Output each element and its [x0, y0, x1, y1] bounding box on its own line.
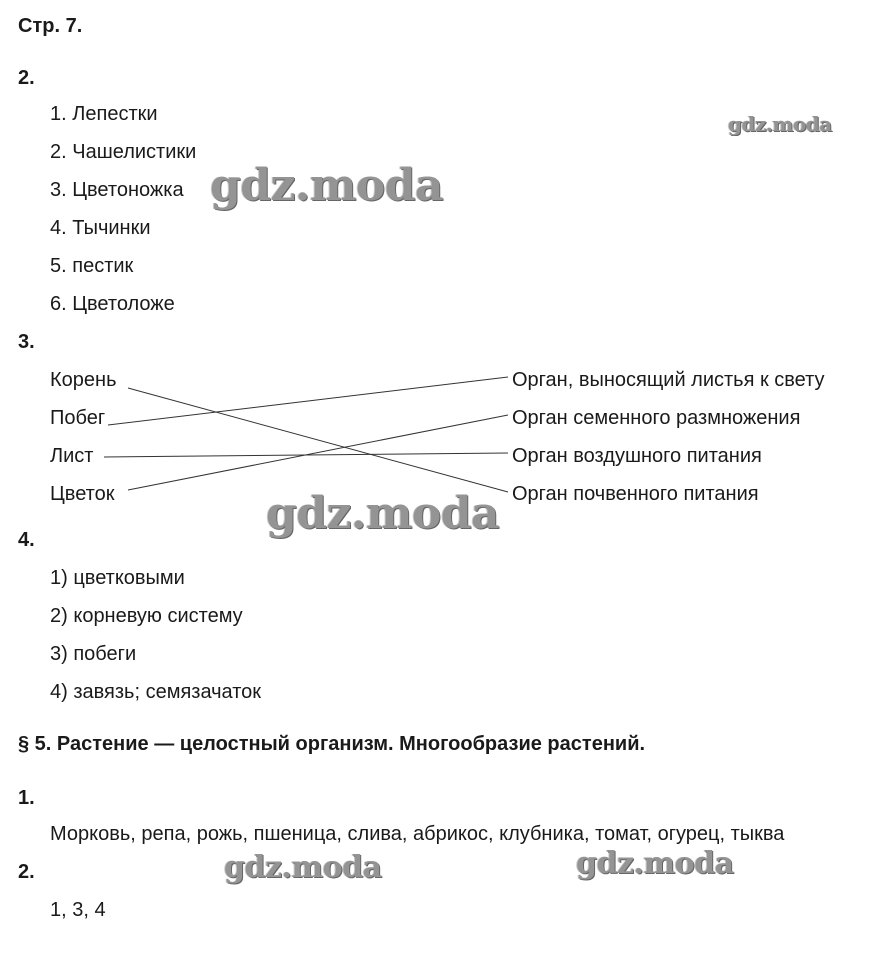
task3-left-3: Лист: [50, 445, 94, 467]
task2-item-3: 3. Цветоножка: [50, 179, 184, 201]
watermark-logo: gdz.moda: [210, 160, 444, 211]
section5-task2-answer: 1, 3, 4: [50, 899, 106, 921]
section5-task1-number: 1.: [18, 787, 35, 809]
task2-item-2: 2. Чашелистики: [50, 141, 197, 163]
task4-number: 4.: [18, 529, 35, 551]
watermark-logo: gdz.moda: [224, 850, 382, 885]
task3-left-2: Побег: [50, 407, 106, 429]
section-title: § 5. Растение — целостный организм. Многообразие растений.: [18, 733, 646, 755]
task2-item-4: 4. Тычинки: [50, 217, 151, 239]
task2-item-1: 1. Лепестки: [50, 103, 158, 125]
task2-item-6: 6. Цветоложе: [50, 293, 175, 315]
task3-left-1: Корень: [50, 369, 117, 391]
task3-right-2: Орган семенного размножения: [512, 407, 801, 429]
link-korenj-pochvennogo: [128, 388, 508, 492]
link-tsvetok-semennogo: [128, 415, 508, 490]
task4-item-4: 4) завязь; семязачаток: [50, 681, 262, 703]
task3-number: 3.: [18, 331, 35, 353]
section5-task2-number: 2.: [18, 861, 35, 883]
task2-item-5: 5. пестик: [50, 255, 134, 277]
task4-item-1: 1) цветковыми: [50, 567, 185, 589]
task2-number: 2.: [18, 67, 35, 89]
task3-right-1: Орган, выносящий листья к свету: [512, 369, 825, 391]
watermark-logo: gdz.moda: [728, 112, 832, 136]
watermark-logo: gdz.moda: [266, 488, 500, 539]
page-heading: Стр. 7.: [18, 15, 83, 37]
task3-left-4: Цветок: [50, 483, 115, 505]
link-pobeg-vynosyashchiy: [108, 377, 508, 425]
section5-task1-answer: Морковь, репа, рожь, пшеница, слива, абрикос, клубника, томат, огурец, тыква: [50, 823, 785, 845]
task3-right-4: Орган почвенного питания: [512, 483, 759, 505]
task4-item-3: 3) побеги: [50, 643, 137, 665]
watermark-logo: gdz.moda: [576, 846, 734, 881]
task3-right-3: Орган воздушного питания: [512, 445, 762, 467]
task4-item-2: 2) корневую систему: [50, 605, 243, 627]
